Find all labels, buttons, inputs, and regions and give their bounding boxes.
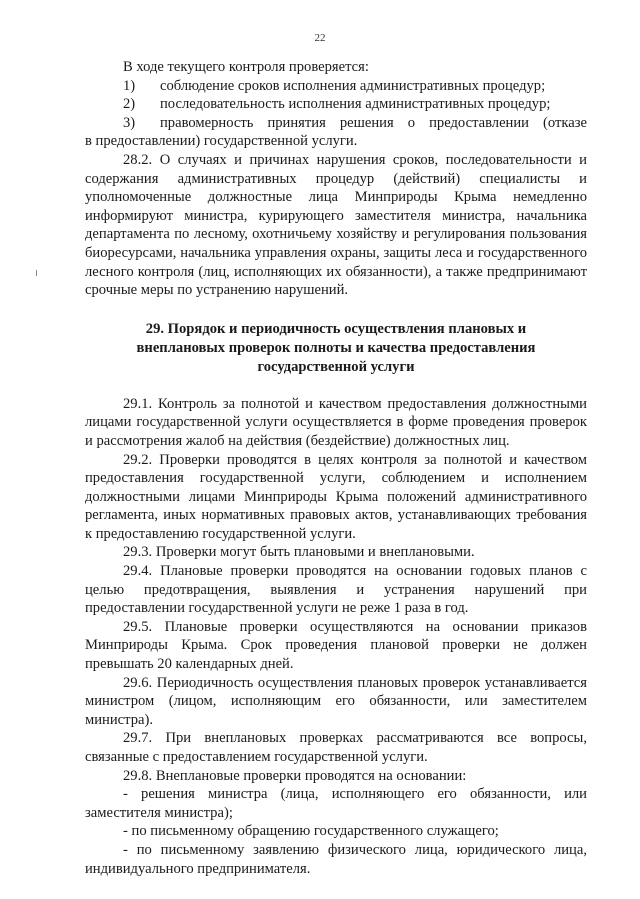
- paragraph-28-2: 28.2. О случаях и причинах нарушения сроков, последовательности и содержания административных процедур (действий) специалисты и уполномоченные должностные лица Минприроды Крыма немедленно информируют министра, курирующего заместителя министра, начальника департамента по лесному, охотничьему хозяйству и регулирования пользования биоресурсами, начальника управления охраны, защиты леса и государственного лесного контроля (лиц, исполняющих их обязанности), а также предпринимают срочные меры по устранению нарушений.: [85, 151, 587, 299]
- check-number: 1): [123, 77, 136, 94]
- paragraph-29-4: 29.4. Плановые проверки проводятся на основании годовых планов с целью предотвращения, выявления и устранения нарушений при предоставлении государственной услуги не реже 1 раза в год.: [85, 563, 587, 617]
- check-item: [85, 77, 587, 96]
- intro-paragraph: В ходе текущего контроля проверяется:: [123, 59, 369, 75]
- section-heading-29: 29. Порядок и периодичность осуществления плановых и внеплановых проверок полноты и качества предоставления государственной услуги: [136, 320, 536, 375]
- check-text: последовательность исполнения административных процедур;: [160, 96, 551, 113]
- paragraph-29-5: 29.5. Плановые проверки осуществляются на основании приказов Минприроды Крыма. Срок проведения плановой проверки не должен превышать 20 календарных дней.: [85, 618, 587, 673]
- check-number: 3): [123, 114, 136, 131]
- paragraph-29-3: 29.3. Проверки могут быть плановыми и внеплановыми.: [123, 544, 475, 561]
- page-number: 22: [314, 32, 326, 44]
- check-continuation: в предоставлении) государственной услуги.: [85, 133, 358, 150]
- basis-item: - по письменному обращению государственного служащего;: [123, 823, 499, 840]
- paragraph-29-2: 29.2. Проверки проводятся в целях контроля за полнотой и качеством предоставления государственной услуги, соблюдением и исполнением должностными лицами Минприроды Крыма положений административного регламента, иных нормативных правовых актов, устанавливающих требования к предоставлению государственной услуги.: [85, 451, 587, 542]
- paragraph-29-6: 29.6. Периодичность осуществления плановых проверок устанавливается министром (лицом, исполняющим его обязанности, или заместителем министра).: [85, 674, 587, 728]
- check-text: соблюдение сроков исполнения административных процедур;: [160, 77, 546, 94]
- check-item: [85, 95, 587, 114]
- basis-item: - решения министра (лица, исполняющего его обязанности, или заместителя министра);: [85, 786, 587, 821]
- paragraph-29-8: 29.8. Внеплановые проверки проводятся на основании:: [123, 767, 467, 784]
- check-text: правомерность принятия решения о предоставлении (отказе: [160, 114, 587, 131]
- paragraph-29-7: 29.7. При внеплановых проверках рассматриваются все вопросы, связанные с предоставлением государственной услуги.: [85, 730, 587, 765]
- check-item: [85, 114, 587, 133]
- check-number: 2): [123, 96, 136, 113]
- paragraph-29-1: 29.1. Контроль за полнотой и качеством предоставления должностными лицами государственной услуги осуществляется в форме проведения проверок и рассмотрения жалоб на действия (бездействие) должностных лиц.: [85, 395, 587, 449]
- scan-mark: [36, 270, 37, 276]
- page-content: [85, 58, 587, 878]
- basis-item: - по письменному заявлению физического лица, юридического лица, индивидуального предпринимателя.: [85, 841, 587, 877]
